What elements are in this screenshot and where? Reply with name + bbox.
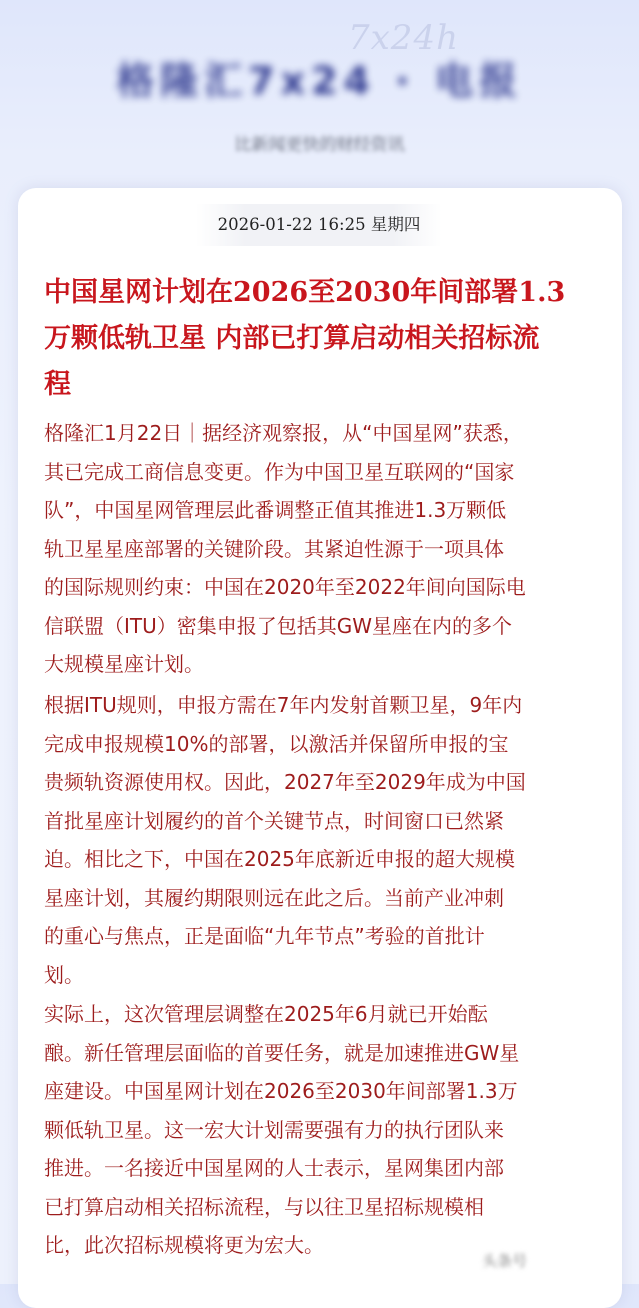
- article-datetime: 2026-01-22 16:25 星期四: [196, 204, 442, 246]
- article-paragraph: 根据ITU规则，申报方需在7年内发射首颗卫星，9年内 完成申报规模10%的部署，以激活并保留所申报的宝 贵频轨资源使用权。因此，2027年至2029年成为中国 首批星座计划履约的首个关键节点，时间窗口已然紧 迫。相比之下，中国在2025年底新近申报的超大规模 星座计划，其履约期限则远在此之后。当前产业冲刺 的重心与焦点，正是面临“九年节点”考验的首批计 划。: [44, 693, 526, 987]
- article-paragraph: 实际上，这次管理层调整在2025年6月就已开始酝 酿。新任管理层面临的首要任务，就是加速推进GW星 座建设。中国星网计划在2026至2030年间部署1.3万 颗低轨卫星。这一宏大计划需要强有力的执行团队来 推进。一名接近中国星网的人士表示，星网集团内部 已打算启动相关招标流程，与以往卫星招标规模相 比，此次招标规模将更为宏大。: [44, 1002, 520, 1257]
- article-paragraph: 格隆汇1月22日｜据经济观察报，从“中国星网”获悉， 其已完成工商信息变更。作为中国卫星互联网的“国家 队”，中国星网管理层此番调整正值其推进1.3万颗低 轨卫星星座部署的关键阶段。其紧迫性源于一项具体 的国际规则约束：中国在2020年至2022年间向国际电 信联盟（ITU）密集申报了包括其GW星座在内的多个 大规模星座计划。: [44, 421, 526, 676]
- source-watermark: 头条号: [482, 1252, 528, 1270]
- article-headline: 中国星网计划在2026至2030年间部署1.3 万颗低轨卫星 内部已打算启动相关招标流 程: [44, 277, 566, 400]
- page-header-subtitle: 比新闻更快的财经资讯: [234, 135, 405, 155]
- watermark-text: 7x24h: [348, 18, 459, 58]
- page-header-title: 格隆汇7x24 · 电报: [116, 59, 523, 103]
